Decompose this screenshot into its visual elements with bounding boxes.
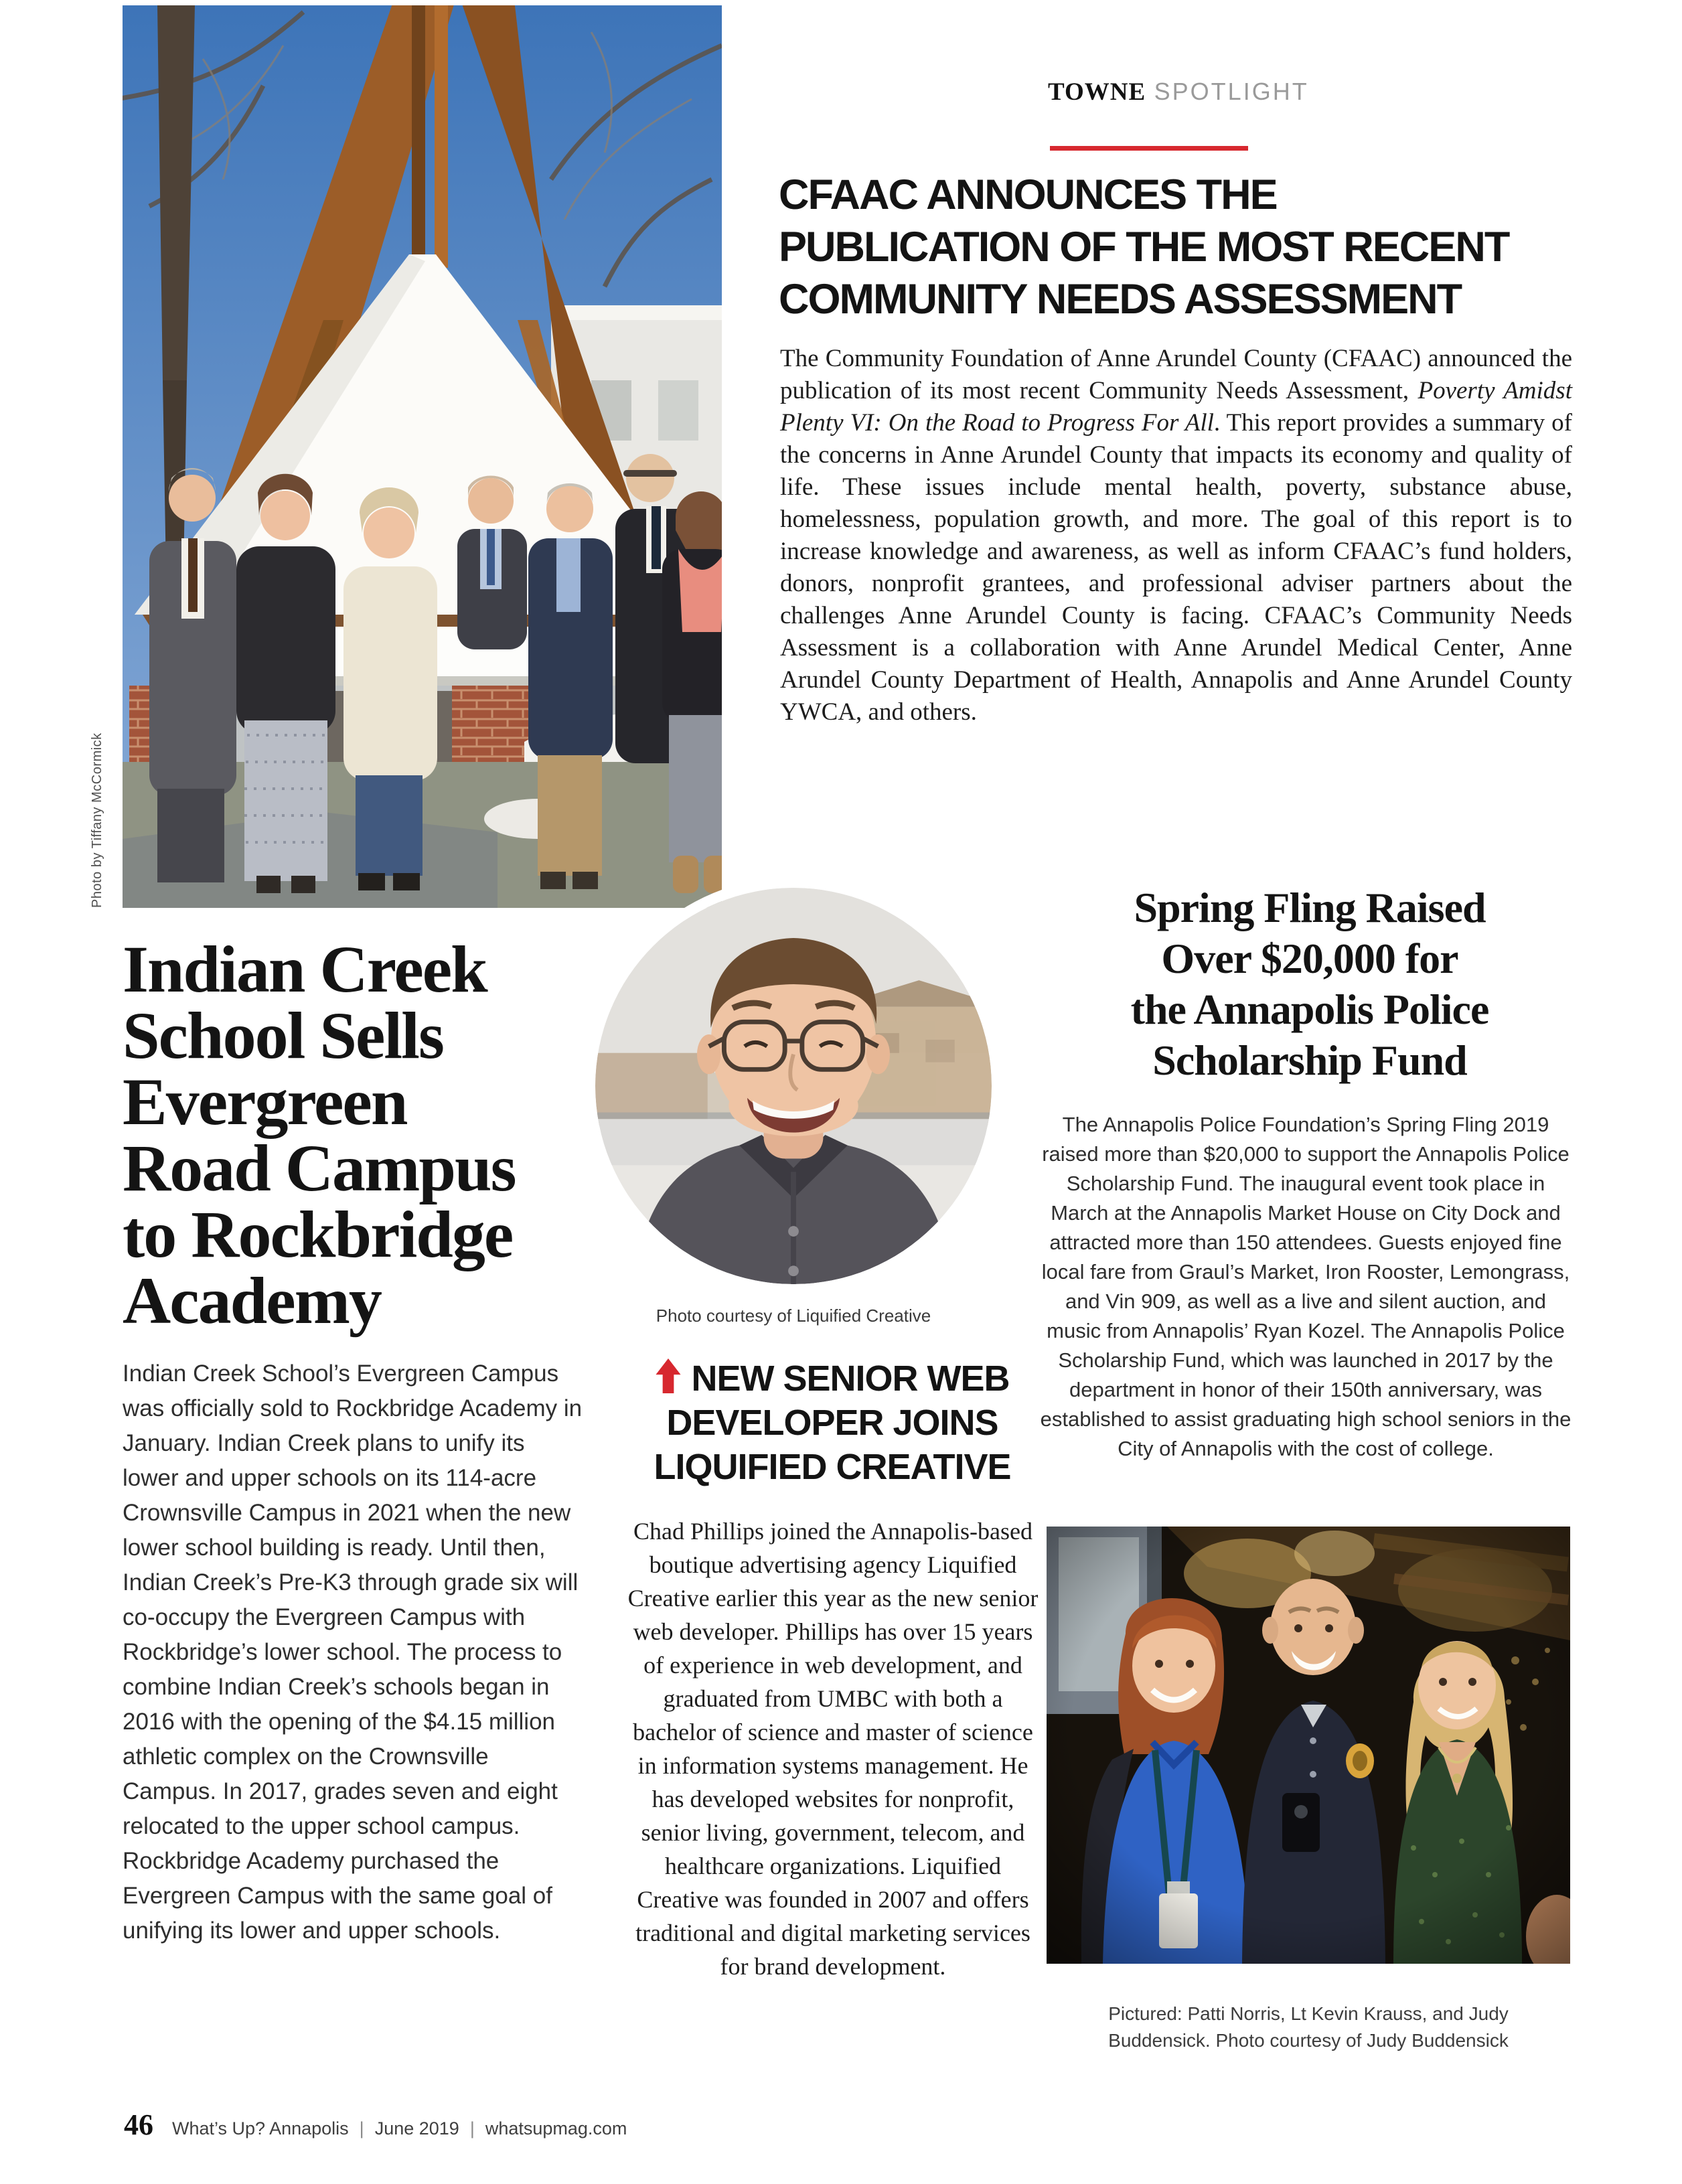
indian-creek-body: Indian Creek School’s Evergreen Campus was officially sold to Rockbridge Academy in January. Indian Creek plans to unify its lower and upper schools on its 114-acre Crownsville Campus in 2021 when the new lower school building is ready. Until then, Indian Creek’s Pre-K3 through grade six will co-occupy the Evergreen Campus with Rockbridge’s lower school. The process to combine Indian Creek’s schools began in 2016 with the opening of the $4.15 million athletic complex on the Crownsville Campus. In 2017, grades seven and eight relocated to the upper school campus. Rockbridge Academy purchased the Evergreen Campus with the same goal of unifying its lower and upper schools.: [123, 1360, 583, 1944]
event-caption: Pictured: Patti Norris, Lt Kevin Krauss, and Judy Buddensick. Photo courtesy of Judy Buddensick: [1108, 2003, 1509, 2051]
portrait-caption: Photo courtesy of Liquified Creative: [656, 1306, 931, 1326]
headline-line: NEW SENIOR WEB: [625, 1356, 1040, 1401]
headline-line: DEVELOPER JOINS: [666, 1403, 998, 1443]
header-rule: [1050, 146, 1248, 151]
indian-creek-headline: [123, 932, 618, 1338]
event-photo-illustration: [1047, 1527, 1570, 1964]
portrait-illustration: [595, 888, 992, 1284]
headline-line: Scholarship Fund: [1152, 1036, 1467, 1084]
spring-fling-headline: [1048, 882, 1572, 1086]
footer-separator: |: [469, 2118, 475, 2138]
photo-credit-vertical: Photo by Tiffany McCormick: [90, 732, 104, 908]
headline-line: Evergreen: [123, 1065, 407, 1139]
body-text: The Community Foundation of Anne Arundel County (CFAAC) announced the publication of its most recent Community Needs Assessment,: [780, 345, 1572, 404]
page-footer: [124, 2108, 627, 2142]
up-arrow-icon: [655, 1358, 682, 1393]
liquified-body: Chad Phillips joined the Annapolis-based boutique advertising agency Liquified Creative earlier this year as the new senior web developer. Phillips has over 15 years of experience in web development, and graduated from UMBC with both a bachelor of science and master of science in information systems management. He has developed websites for nonprofit, senior living, government, telecom, and healthcare organizations. Liquified Creative was founded in 2007 and offers traditional and digital marketing services for brand development.: [627, 1518, 1039, 1980]
report-title-italic: Poverty Amidst Plenty VI: On the Road to Progress For All: [780, 377, 1572, 437]
person-figure: [528, 483, 613, 889]
brand-title: TOWNE: [1048, 78, 1146, 106]
issue-date: June 2019: [374, 2118, 459, 2138]
headline-line: Over $20,000 for: [1161, 935, 1458, 982]
cfaac-headline: [779, 169, 1582, 325]
headline-line: PUBLICATION OF THE MOST RECENT: [779, 224, 1509, 270]
headline-line: Academy: [123, 1263, 381, 1338]
magazine-name: What’s Up? Annapolis: [172, 2118, 349, 2138]
footer-separator: |: [359, 2118, 364, 2138]
headline-line: Road Campus: [123, 1131, 516, 1205]
headline-line: COMMUNITY NEEDS ASSESSMENT: [779, 276, 1462, 323]
spring-fling-body: The Annapolis Police Foundation’s Spring Fling 2019 raised more than $20,000 to support the Annapolis Police Scholarship Fund. The inaugural event took place in March at the Annapolis Market House on City Dock and attracted more than 150 attendees. Guests enjoyed fine local fare from Graul’s Market, Iron Rooster, Lemongrass, and Vin 909, as well as a live and silent auction, and music from Annapolis’ Ryan Kozel. The Annapolis Police Scholarship Fund, which was launched in 2017 by the department in honor of their 150th anniversary, was established to assist graduating high school seniors in the City of Annapolis with the cost of college.: [1040, 1113, 1572, 1460]
event-photo: [1047, 1527, 1570, 1964]
headline-line: School Sells: [123, 998, 443, 1073]
body-text: . This report provides a summary of the concerns in Anne Arundel County that impacts its economy and quality of life. These issues include mental health, poverty, substance abuse, homelessness, population growth, and more. The goal of this report is to increase knowledge and awareness, as well as inform CFAAC’s fund holders, donors, nonprofit grantees, and professional adviser partners about the challenges Anne Arundel County is facing. CFAAC’s Community Needs Assessment is a collaboration with Anne Arundel Medical Center, Anne Arundel County Department of Health, Annapolis and Anne Arundel County YWCA, and others.: [780, 409, 1572, 726]
headline-line: Indian Creek: [123, 932, 487, 1006]
headline-line: LIQUIFIED CREATIVE: [654, 1447, 1011, 1487]
liquified-headline: [625, 1356, 1040, 1489]
headline-line: the Annapolis Police: [1130, 986, 1489, 1033]
website-url: whatsupmag.com: [485, 2118, 627, 2138]
headline-line: to Rockbridge: [123, 1197, 513, 1271]
page-number: 46: [124, 2108, 153, 2141]
headline-line: CFAAC ANNOUNCES THE: [779, 171, 1277, 218]
headline-line: Spring Fling Raised: [1134, 884, 1486, 931]
cfaac-body: [780, 343, 1572, 728]
group-photo-illustration: [123, 5, 722, 908]
portrait-photo: [595, 888, 992, 1284]
section-title: SPOTLIGHT: [1154, 78, 1309, 105]
group-photo: [123, 5, 722, 908]
section-header: [1048, 78, 1309, 106]
